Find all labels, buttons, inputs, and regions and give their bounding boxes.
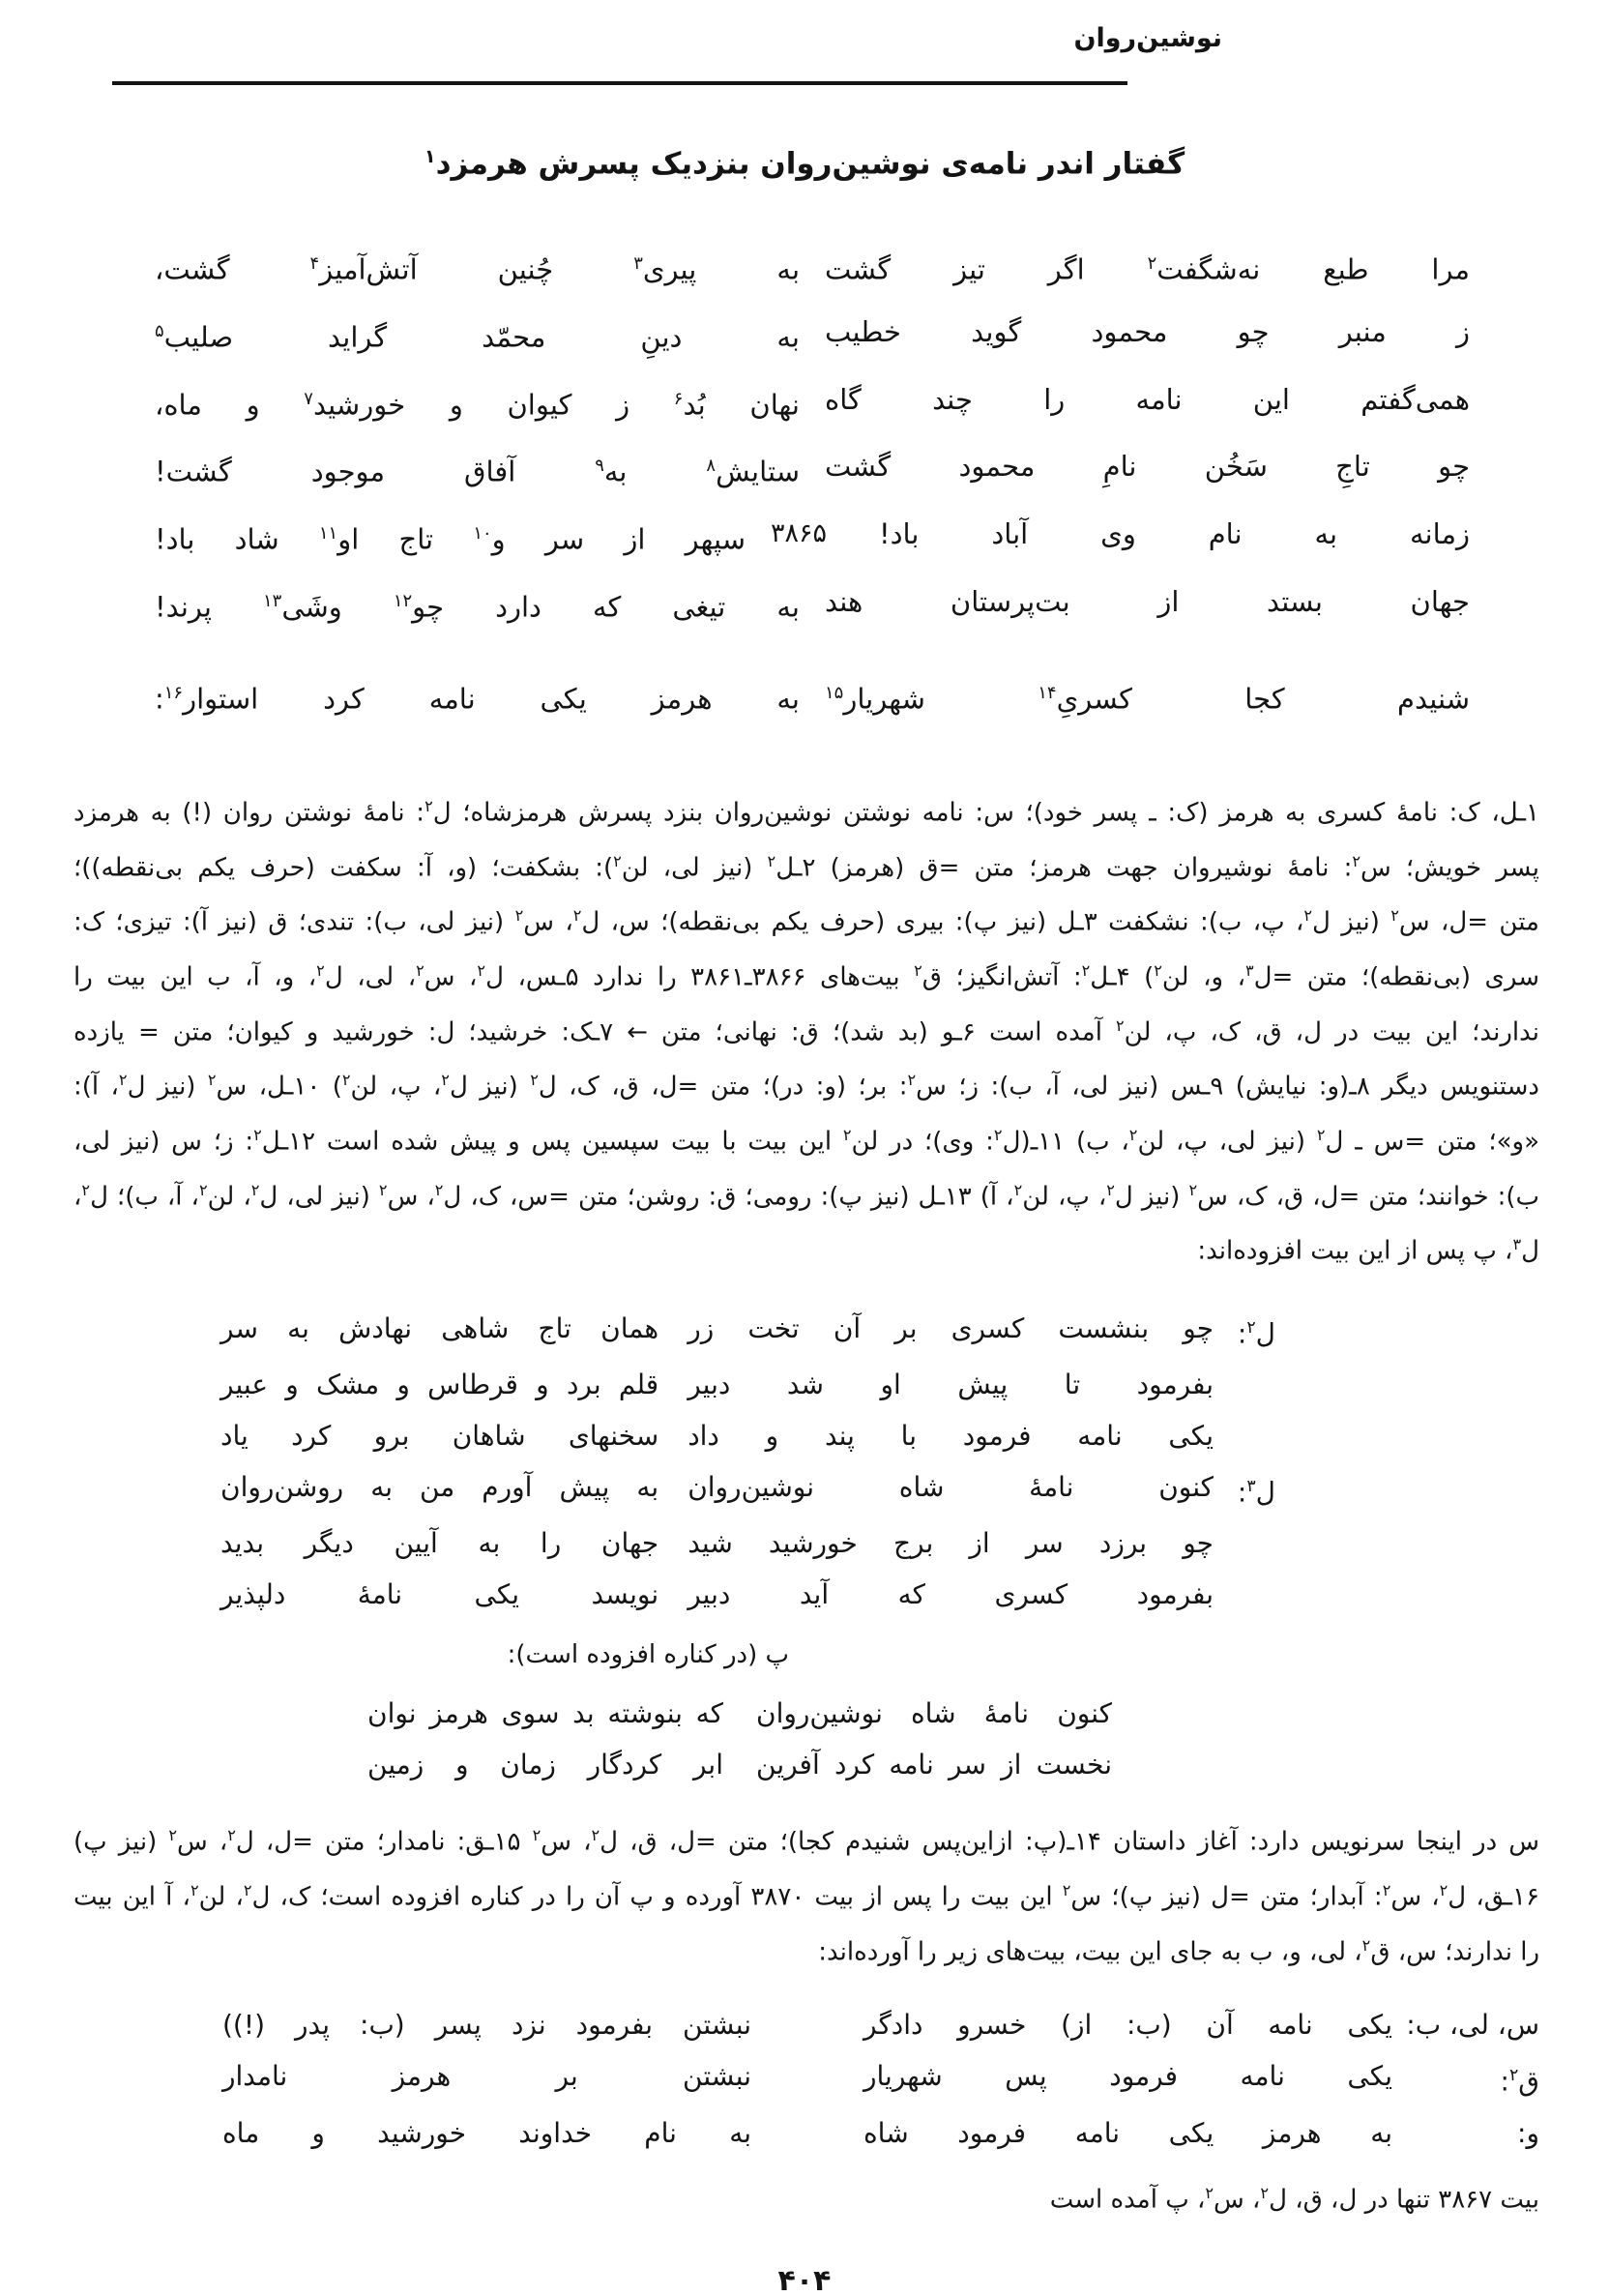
main-poem xyxy=(155,233,1470,730)
variant-verse-row xyxy=(222,2050,1539,2106)
hemistich-left: به پیری$^۳$ چُنین آتش‌آمیز$^۴$ گشت، xyxy=(155,252,801,286)
hemistich-right: چو برزد سر از برج خورشید شید xyxy=(687,1527,1214,1560)
critical-apparatus-1 xyxy=(73,782,1539,1276)
hemistich-right: کنون نامهٔ شاه نوشین‌روان xyxy=(687,1471,1214,1504)
variant-verse-row xyxy=(220,1461,1275,1517)
hemistich-right: یکی نامه فرمود پس شهریار xyxy=(863,2060,1392,2093)
apparatus-line: متن =ل، س$^۲$ (نیز ل$^۲$، پ، ب): نشکفت ۳ـل (نیز پ): بیری (حرف یکم بی‌نقطه)؛ س، ل$^۲$، س$^۲$ (نیز لی، ب): تندی؛ ق (نیز آ): تیزی؛ ک: xyxy=(73,906,1539,937)
apparatus-line: ۱ـل، ک: نامهٔ کسری به هرمز (ک: ـ پسر خود)؛ س: نامه نوشتن نوشین‌روان بنزد پسرش هرمزشاه؛ ل$^۲$: نامهٔ نوشتن روان (!) به هرمزد xyxy=(73,796,1539,828)
hemistich-right: کنون نامهٔ شاه نوشین‌روان xyxy=(756,1697,1112,1730)
running-head: نوشین‌روان xyxy=(1073,23,1222,53)
apparatus-line: «و»؛ متن =س ـ ل$^۲$ (نیز لی، پ، لن$^۲$، ب) ۱۱ـ(ل$^۲$: وی)؛ در لن$^۲$ این بیت با بیت سپسین پس و پیش شده است ۱۲ـل$^۲$: ز؛ س (نیز لی، xyxy=(73,1125,1540,1157)
manuscript-siglum: ق$^۲$: xyxy=(1500,2065,1539,2098)
poem-couplet xyxy=(155,662,1470,730)
hemistich-left: به تیغی که دارد چو$^{۱۲}$ وشَی$^{۱۳}$ پرند! xyxy=(155,590,800,624)
final-apparatus-note: بیت ۳۸۶۷ تنها در ل، ق، ل$^۲$، س$^۲$، پ آمده است xyxy=(1049,2183,1539,2215)
page-number: ۴۰۴ xyxy=(777,2264,832,2296)
hemistich-right: مرا طبع نه‌شگفت$^۲$ اگر تیز گشت xyxy=(825,252,1470,286)
variant-verse-row xyxy=(220,1517,1275,1569)
hemistich-right: یکی نامه آن (ب: از) خسرو دادگر xyxy=(863,2009,1392,2042)
hemistich-right: چو بنشست کسری بر آن تخت زر xyxy=(687,1311,1214,1344)
hemistich-left: سخنهای شاهان برو کرد یاد xyxy=(220,1420,659,1453)
hemistich-right: بفرمود تا پیش او شد دبیر xyxy=(687,1369,1214,1401)
variant-verse-row xyxy=(367,1739,1112,1790)
verse-number: ۳۸۶۵ xyxy=(771,517,828,548)
hemistich-left: نبشتن بر هرمز نامدار xyxy=(222,2060,751,2093)
marginal-addition-note: پ (در کناره افزوده است): xyxy=(507,1640,789,1670)
hemistich-left: قلم برد و قرطاس و مشک و عبیر xyxy=(220,1369,659,1401)
hemistich-left: ستایش$^۸$ به$^۹$ آفاق موجود گشت! xyxy=(155,455,800,488)
apparatus-line: ل$^۳$، پ پس از این بیت افزوده‌اند: xyxy=(1197,1235,1539,1266)
apparatus-line: دستنویس دیگر ۸ـ(و: نیایش) ۹ـس (نیز لی، آ، ب): ز؛ س$^۲$: بر؛ (و: در)؛ متن =ل، ق، ک، ل$^۲$ (نیز ل$^۲$، پ، لن$^۲$) ۱۰ـل، س$^۲$ (نیز ل$^۲$، آ): xyxy=(73,1071,1539,1102)
poem-couplet xyxy=(155,368,1470,436)
apparatus-line: س در اینجا سرنویس دارد: آغاز داستان ۱۴ـ(پ: ازاین‌پس شنیدم کجا)؛ متن =ل، ق، ل$^۲$، س$^۲$ ۱۵ـق: نامدار؛ متن =ل، ل$^۲$، س$^۲$ (نیز پ) xyxy=(73,1826,1539,1858)
hemistich-left: به دینِ محمّد گراید صلیب$^۵$ xyxy=(155,320,800,354)
hemistich-right: چو تاجِ سَخُن نامِ محمود گشت xyxy=(825,450,1470,484)
poem-couplet xyxy=(155,301,1470,368)
manuscript-siglum: و: xyxy=(1517,2116,1539,2149)
hemistich-right xyxy=(771,503,1470,571)
apparatus-line: ب): خوانند؛ متن =ل، ق، ک، س$^۲$ (نیز ل$^۲$، پ، لن$^۲$، آ) ۱۳ـل (نیز پ): رومی؛ ق: روشن؛ متن =س، ک، ل$^۲$، س$^۲$ (نیز لی، ل$^۲$، لن$^۲$، آ، ب)؛ ل$^۲$، xyxy=(73,1180,1539,1212)
apparatus-line: ۱۶ـق، ل$^۲$، س$^۲$: آبدار؛ متن =ل (نیز پ)؛ س$^۲$ این بیت را پس از بیت ۳۸۷۰ آورده و پ آن را در کناره افزوده است؛ ک، ل$^۲$، لن$^۲$، آ این بیت xyxy=(73,1881,1539,1912)
variant-verse-row xyxy=(220,1303,1275,1359)
hemistich-right: بفرمود کسری که آید دبیر xyxy=(687,1578,1214,1611)
hemistich-left: نویسد یکی نامهٔ دلپذیر xyxy=(220,1578,659,1611)
poem-couplet xyxy=(155,503,1470,571)
variant-verse-row xyxy=(220,1569,1275,1620)
hemistich-left: به هرمز یکی نامه کرد استوار$^{۱۶}$: xyxy=(155,682,800,716)
hemistich-left: که بنوشته بد سوی هرمز نوان xyxy=(367,1697,723,1730)
critical-apparatus-2 xyxy=(73,1811,1539,1976)
hemistich-text: زمانه به نام وی آباد باد! xyxy=(879,516,1470,550)
hemistich-right: شنیدم کجا کسریِ$^{۱۴}$ شهریار$^{۱۵}$ xyxy=(825,682,1470,716)
hemistich-left: سپهر از سر و$^{۱۰}$ تاج او$^{۱۱}$ شاد باد! xyxy=(155,522,746,556)
poem-couplet xyxy=(155,435,1470,503)
hemistich-right: جهان بستد از بت‌پرستان هند xyxy=(825,584,1470,618)
variant-verse-row xyxy=(222,2107,1539,2159)
apparatus-line: سری (بی‌نقطه)؛ متن =ل$^۳$، و، لن$^۲$) ۴ـل$^۲$: آتش‌انگیز؛ ق$^۲$ بیت‌های ۳۸۶۶ـ۳۸۶۱ را ندارد ۵ـس، ل$^۲$، س$^۲$، لی، ل$^۲$، و، آ، ب این بیت را xyxy=(73,960,1539,992)
variant-verse-row xyxy=(220,1410,1275,1461)
header-rule xyxy=(112,81,1127,85)
poem-couplet xyxy=(155,571,1470,638)
variant-verse-row xyxy=(367,1688,1112,1739)
hemistich-right: ز منبر چو محمود گوید خطیب xyxy=(825,314,1470,348)
variant-verses-3 xyxy=(222,1999,1539,2158)
manuscript-siglum: ل$^۳$: xyxy=(1237,1476,1275,1509)
hemistich-left: ابر کردگار زمان و زمین xyxy=(367,1749,723,1781)
manuscript-siglum: س، لی، ب: xyxy=(1406,2009,1539,2042)
hemistich-right: همی‌گفتم این نامه را چند گاه xyxy=(825,382,1470,416)
hemistich-left: همان تاج شاهی نهادش به سر xyxy=(220,1311,659,1344)
hemistich-right: یکی نامه فرمود با پند و داد xyxy=(687,1420,1214,1453)
manuscript-siglum: ل$^۲$: xyxy=(1237,1317,1275,1350)
section-title: گفتار اندر نامه‌ی نوشین‌روان بنزدیک پسرش هرمزد$^۱$ xyxy=(424,145,1185,182)
apparatus-line: پسر خویش؛ س$^۲$: نامهٔ نوشیروان جهت هرمز؛ متن =ق (هرمز) ۲ـل$^۲$ (نیز لی، لن$^۲$): بشکفت؛ (و، آ: سکفت (حرف یکم بی‌نقطه))؛ xyxy=(73,851,1539,883)
variant-verses-1 xyxy=(220,1303,1275,1621)
hemistich-left: نبشتن بفرمود نزد پسر (ب: پدر (!)) xyxy=(222,2009,751,2042)
hemistich-left: به پیش آورم من به روشن‌روان xyxy=(220,1471,659,1504)
hemistich-left: نهان بُد$^۶$ ز کیوان و خورشید$^۷$ و ماه، xyxy=(155,388,800,422)
hemistich-left: به نام خداوند خورشید و ماه xyxy=(222,2116,751,2149)
hemistich-left: جهان را به آیین دیگر بدید xyxy=(220,1527,659,1560)
hemistich-right: به هرمز یکی نامه فرمود شاه xyxy=(863,2116,1392,2149)
poem-couplet xyxy=(155,233,1470,301)
variant-verse-row xyxy=(222,1999,1539,2050)
variant-verses-2 xyxy=(367,1688,1112,1790)
variant-verse-row xyxy=(220,1359,1275,1410)
apparatus-line: را ندارند؛ س، ق$^۲$، لی، و، ب به جای این بیت، بیت‌های زیر را آورده‌اند: xyxy=(818,1935,1539,1967)
apparatus-line: ندارند؛ این بیت در ل، ق، ک، پ، لن$^۲$ آمده است ۶ـو (بد شد)؛ ق: نهانی؛ متن ← ۷ـک: خرشید؛ ل: خورشید و کیوان؛ متن = یازده xyxy=(73,1016,1539,1047)
hemistich-right: نخست از سر نامه کرد آفرین xyxy=(756,1749,1112,1781)
